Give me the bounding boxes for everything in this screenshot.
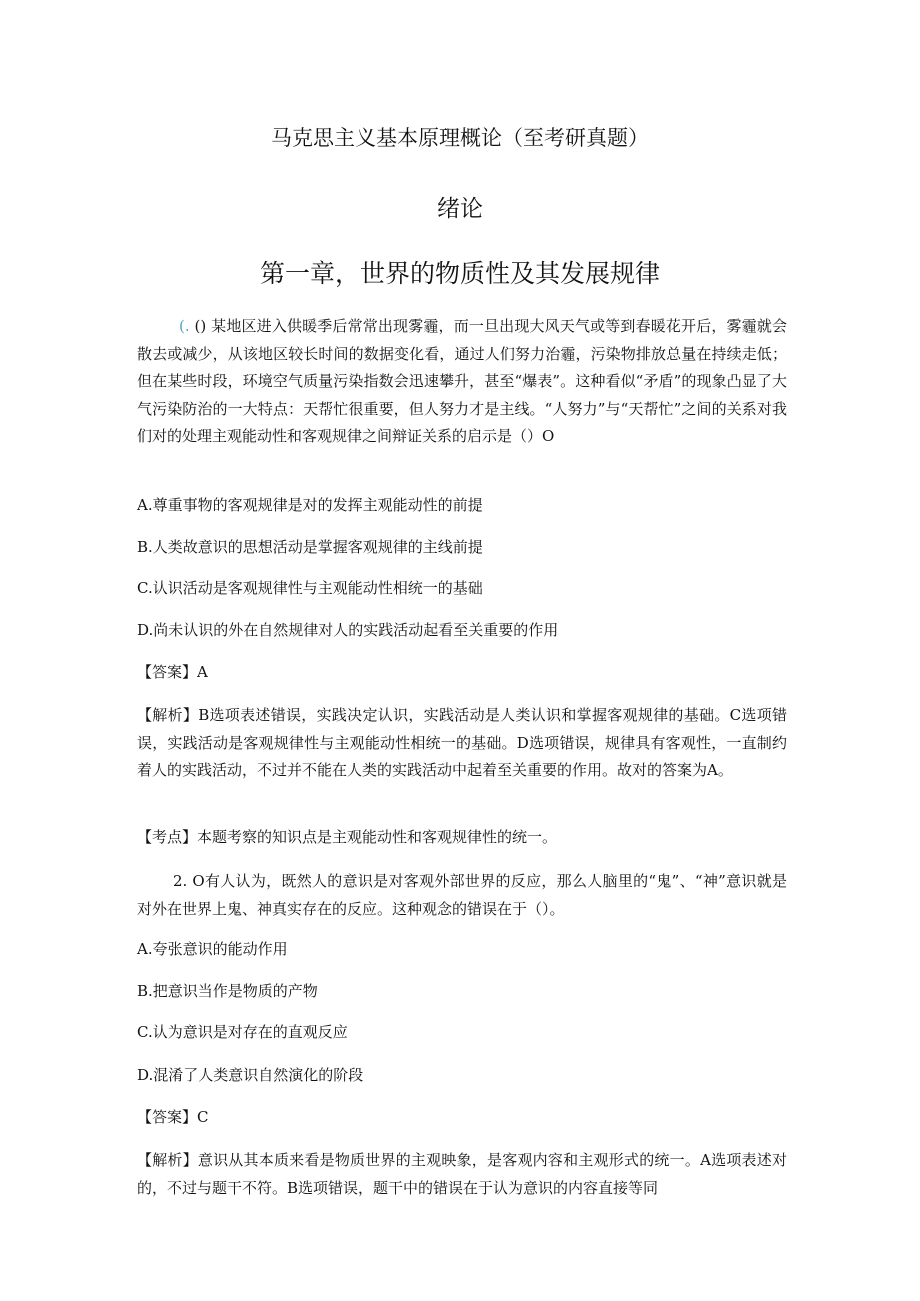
question-1-text: () 某地区进入供暖季后常常出现雾霾，而一旦出现大风天气或等到春暖花开后，雾霾就会散去或减少，从该地区较长时间的数据变化看，通过人们努力治霾，污染物排放总量在持续走低；但在某些时段，环境空气质量污染指数会迅速攀升，甚至“爆表”。这种看似“矛盾”的现象凸显了大气污染防治的一大特点：天帮忙很重要，但人努力才是主线。“人努力”与“天帮忙”之间的关系对我们对的处理主观能动性和客观规律之间辩证关系的启示是（）O (137, 317, 787, 445)
question-2-stem: 2. O有人认为，既然人的意识是对客观外部世界的反应，那么人脑里的“鬼”、“神”意识就是对外在世界上鬼、神真实存在的反应。这种观念的错误在于（）。 (137, 872, 787, 918)
section-heading: 绪论 (437, 196, 483, 222)
question-1-option-c: C.认识活动是客观规律性与主观能动性相统一的基础 (137, 579, 483, 597)
question-2-option-d: D.混淆了人类意识自然演化的阶段 (137, 1066, 364, 1084)
document-title: 马克思主义基本原理概论（至考研真题） (271, 126, 649, 150)
question-1-option-d: D.尚未认识的外在自然规律对人的实践活动起看至关重要的作用 (137, 621, 559, 639)
question-1-knowledge-point: 【考点】本题考察的知识点是主观能动性和客观规律性的统一。 (137, 828, 558, 846)
question-1-answer: 【答案】A (137, 663, 208, 681)
question-2-option-c: C.认为意识是对存在的直观反应 (137, 1023, 348, 1041)
question-1-option-a: A.尊重事物的客观规律是对的发挥主观能动性的前提 (137, 496, 483, 514)
question-2-option-b: B.把意识当作是物质的产物 (137, 982, 318, 1000)
question-2-analysis: 【解析】意识从其本质来看是物质世界的主观映象，是客观内容和主观形式的统一。A选项表述对的，不过与题干不符。B选项错误，题干中的错误在于认为意识的内容直接等同 (137, 1151, 787, 1197)
question-1-analysis: 【解析】B选项表述错误，实践决定认识，实践活动是人类认识和掌握客观规律的基础。C选项错误，实践活动是客观规律性与主观能动性相统一的基础。D选项错误，规律具有客观性，一直制约着人的实践活动，不过并不能在人类的实践活动中起着至关重要的作用。故对的答案为A。 (137, 706, 787, 779)
chapter-heading: 第一章，世界的物质性及其发展规律 (259, 259, 660, 288)
question-1-stem (137, 313, 787, 451)
question-2-option-a: A.夸张意识的能动作用 (137, 940, 288, 958)
question-1-option-b: B.人类故意识的思想活动是掌握客观规律的主线前提 (137, 538, 483, 556)
question-1-number: (. (179, 317, 195, 335)
question-2-answer: 【答案】C (137, 1108, 209, 1126)
